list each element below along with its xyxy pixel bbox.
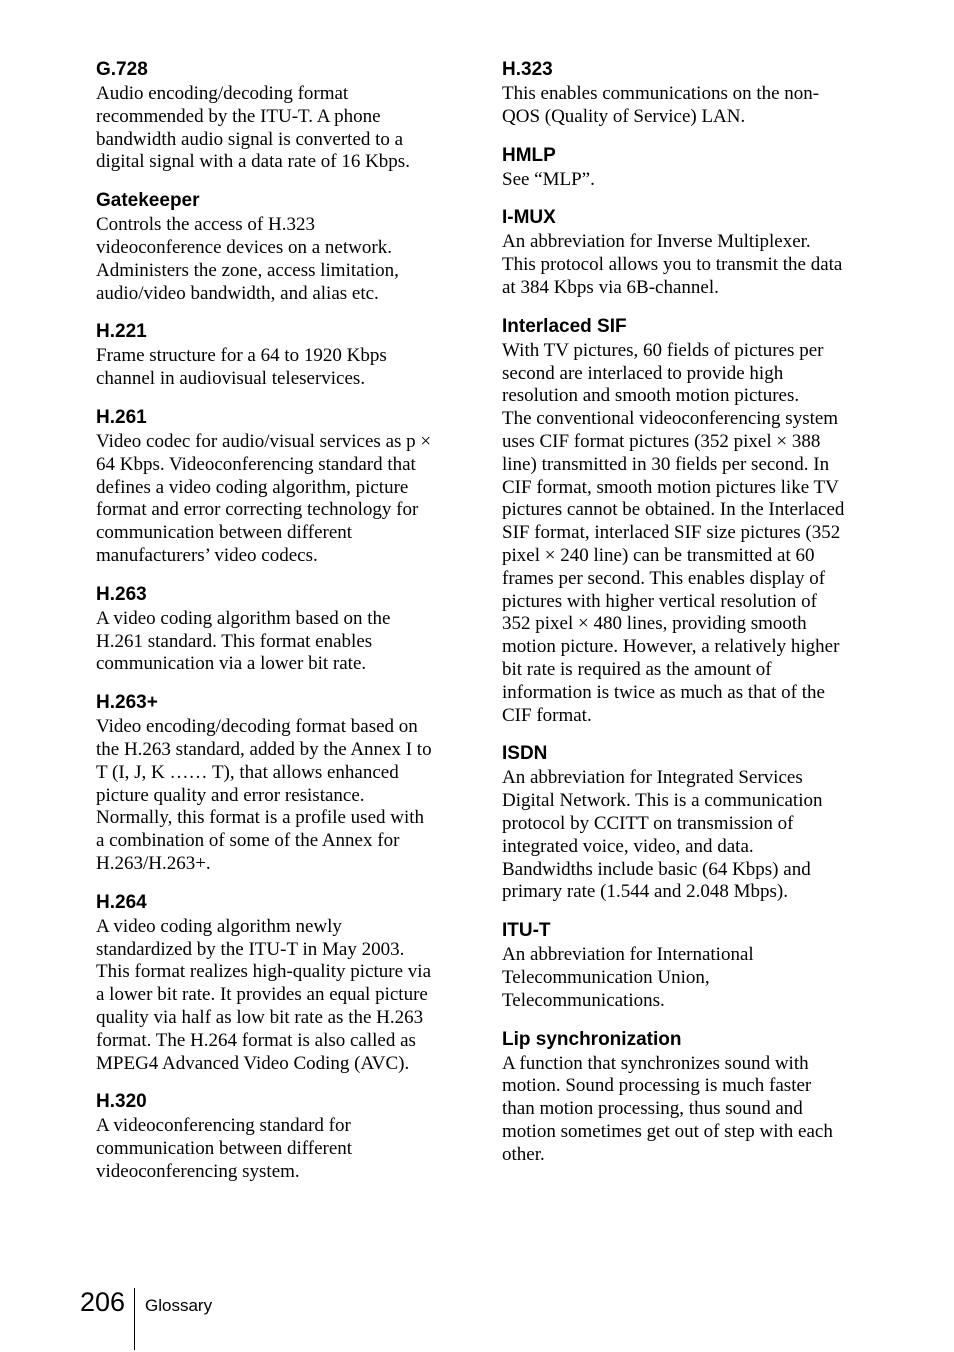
entry-term: H.264 <box>96 891 147 913</box>
entry-definition: An abbreviation for Integrated Services Digital Network. This is a communication protocol by CCITT on transmission of integrated voice, video, and data. Bandwidths include basic (64 Kbps) and primary rate (1.544 and 2.048 Mbps). <box>502 767 823 903</box>
entry-definition: A video coding algorithm newly standardized by the ITU-T in May 2003. This format realizes high-quality picture via a lower bit rate. It provides an equal picture quality via half as low bit rate as the H.263 format. The H.264 format is also called as MPEG4 Advanced Video Coding (AVC). <box>96 915 432 1074</box>
glossary-entry <box>502 57 874 129</box>
page-number: 206 <box>80 1287 126 1317</box>
glossary-left-column <box>96 57 468 1198</box>
entry-definition: Frame structure for a 64 to 1920 Kbps channel in audiovisual teleservices. <box>96 345 387 390</box>
entry-definition: With TV pictures, 60 fields of pictures per second are interlaced to provide high resolution and smooth motion pictures. The conventional videoconferencing system uses CIF format pictures (352 pixel × 388 line) transmitted in 30 fields per second. In CIF format, smooth motion pictures like TV pictures cannot be obtained. In the Interlaced SIF format, interlaced SIF size pictures (352 pixel × 240 line) can be transmitted at 60 frames per second. This enables display of pictures with higher vertical resolution of 352 pixel × 480 lines, providing smooth motion picture. However, a relatively higher bit rate is required as the amount of information is twice as much as that of the CIF format. <box>502 339 845 726</box>
entry-definition: A video coding algorithm based on the H.261 standard. This format enables communication via a lower bit rate. <box>96 607 391 675</box>
entry-definition: Audio encoding/decoding format recommended by the ITU-T. A phone bandwidth audio signal is converted to a digital signal with a data rate of 16 Kbps. <box>96 83 410 173</box>
entry-term: H.263 <box>96 583 147 605</box>
entry-definition: Video codec for audio/visual services as p × 64 Kbps. Videoconferencing standard that defines a video coding algorithm, picture format and error correcting technology for communication between different manufacturers’ video codecs. <box>96 430 432 566</box>
entry-term: H.221 <box>96 321 147 343</box>
glossary-entry <box>96 582 468 676</box>
entry-term: Lip synchronization <box>502 1028 682 1050</box>
entry-term: G.728 <box>96 59 148 80</box>
entry-term: H.320 <box>96 1091 147 1113</box>
glossary-entry <box>96 57 468 174</box>
entry-definition: See “MLP”. <box>502 168 595 190</box>
glossary-entry <box>96 319 468 391</box>
section-label: Glossary <box>145 1296 213 1315</box>
glossary-right-column <box>502 57 874 1180</box>
glossary-entry <box>502 741 874 904</box>
glossary-entry <box>502 918 874 1012</box>
entry-definition: A videoconferencing standard for communication between different videoconferencing system. <box>96 1115 353 1182</box>
entry-definition: This enables communications on the non- QOS (Quality of Service) LAN. <box>502 83 820 127</box>
entry-definition: An abbreviation for Inverse Multiplexer. This protocol allows you to transmit the data at 384 Kbps via 6B-channel. <box>502 231 843 298</box>
glossary-entry <box>502 205 874 299</box>
glossary-entry <box>502 314 874 728</box>
entry-term: H.261 <box>96 406 147 428</box>
glossary-entry <box>96 890 468 1076</box>
entry-term: ITU-T <box>502 920 551 942</box>
entry-definition: Video encoding/decoding format based on the H.263 standard, added by the Annex I to T (I, J, K …… T), that allows enhanced picture quality and error resistance. Normally, this format is a profile used with a combination of some of the Annex for H.263/H.263+. <box>96 716 432 874</box>
glossary-entry <box>96 188 468 305</box>
entry-definition: An abbreviation for International Telecommunication Union, Telecommunications. <box>502 944 754 1011</box>
glossary-entry <box>96 405 468 568</box>
entry-term: ISDN <box>502 743 548 765</box>
glossary-entry <box>96 1089 468 1183</box>
glossary-entry <box>502 1027 874 1167</box>
footer-divider <box>134 1288 135 1350</box>
glossary-entry <box>502 143 874 192</box>
entry-term: Gatekeeper <box>96 190 200 212</box>
entry-term: H.263+ <box>96 692 158 714</box>
entry-definition: Controls the access of H.323 videoconference devices on a network. Administers the zone, access limitation, audio/video bandwidth, and alias etc. <box>96 214 399 304</box>
entry-term: H.323 <box>502 59 553 80</box>
entry-term: HMLP <box>502 144 556 166</box>
entry-definition: A function that synchronizes sound with motion. Sound processing is much faster than motion processing, thus sound and motion sometimes get out of step with each other. <box>502 1052 833 1165</box>
glossary-entry <box>96 690 468 876</box>
entry-term: Interlaced SIF <box>502 315 627 337</box>
entry-term: I-MUX <box>502 207 556 229</box>
